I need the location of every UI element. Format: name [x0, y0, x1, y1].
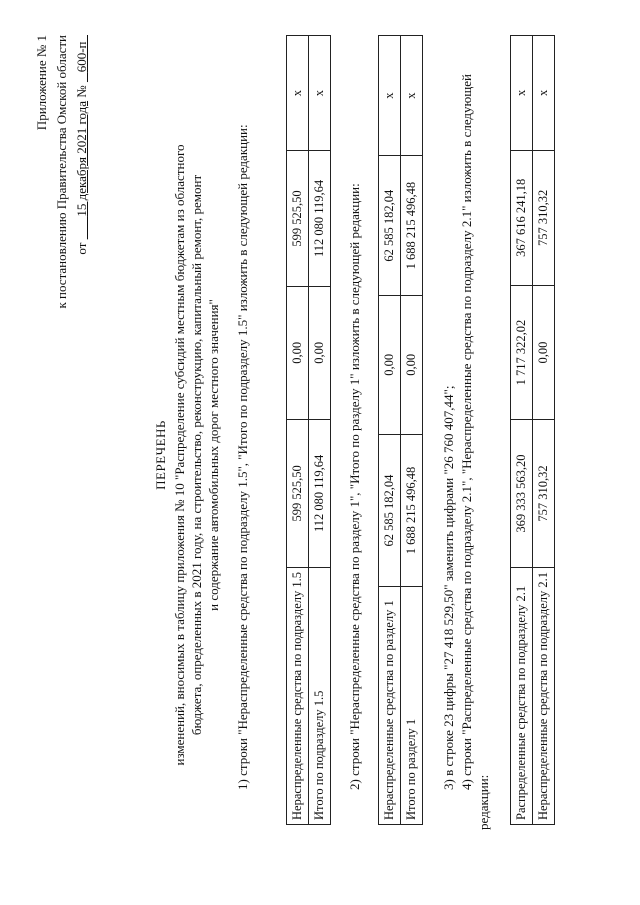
title-line-3: и содержание автомобильных дорог местного значения" [206, 299, 221, 611]
appendix-date-line [72, 35, 92, 365]
table-cell: 369 333 563,20 [511, 420, 533, 568]
item-1-text: 1) строки "Нераспределенные средства по подразделу 1.5", "Итого по подразделу 1.5" изложить в следующей редакции: [235, 124, 250, 790]
table-cell: 0,00 [309, 286, 331, 419]
table-section-1 [378, 35, 423, 825]
table-cell: 757 310,32 [533, 150, 555, 285]
title-heading: ПЕРЕЧЕНЬ [153, 420, 168, 490]
document-title [152, 65, 222, 845]
table-cell: x [511, 36, 533, 151]
number-label: № [74, 85, 89, 98]
table-cell: x [401, 36, 423, 156]
table-cell: Нераспределенные средства по разделу 1 [379, 587, 401, 825]
title-line-2: бюджета, определенных в 2021 году, на строительство, реконструкцию, капитальный ремонт, ремонт [189, 174, 204, 736]
table-cell: 757 310,32 [533, 420, 555, 568]
table-cell: 0,00 [401, 295, 423, 434]
appendix-number: Приложение № 1 [34, 35, 49, 131]
table-cell: 62 585 182,04 [379, 156, 401, 296]
appendix-header [32, 35, 92, 365]
decree-date: 15 декабря 2021 года [74, 100, 89, 217]
table-cell: x [379, 36, 401, 156]
table-cell: x [287, 36, 309, 151]
table-cell: 0,00 [287, 286, 309, 419]
title-line-1: изменений, вносимых в таблицу приложения № 10 "Распределение субсидий местным бюджетам из областного [172, 144, 187, 766]
from-label: от [74, 242, 89, 255]
item-4-text: 4) строки "Распределенные средства по подразделу 2.1", "Нераспределенные средства по подразделу 2.1" изложить в следующей редакции: [459, 74, 491, 830]
table-cell: 112 080 119,64 [309, 151, 331, 287]
item-3-text: 3) в строке 23 цифры "27 418 529,50" заменить цифрами "26 760 407,44"; [441, 385, 456, 790]
table-cell: 1 688 215 496,48 [401, 156, 423, 296]
table-cell: 367 616 241,18 [511, 150, 533, 285]
table-cell: x [309, 36, 331, 151]
table-row [401, 36, 423, 825]
table-row [309, 36, 331, 825]
table-cell: Нераспределенные средства по подразделу 2.1 [533, 567, 555, 824]
table-cell: 599 525,50 [287, 419, 309, 567]
table-row [287, 36, 309, 825]
table-row [533, 36, 555, 825]
appendix-decree-ref: к постановлению Правительства Омской области [54, 35, 69, 309]
table-subsection-1-5 [286, 35, 331, 825]
table-cell: 1 688 215 496,48 [401, 434, 423, 587]
table-subsection-2-1 [510, 35, 555, 825]
table-cell: Нераспределенные средства по подразделу 1.5 [287, 567, 309, 824]
table-cell: Распределенные средства по подразделу 2.1 [511, 567, 533, 824]
table-cell: 599 525,50 [287, 151, 309, 287]
table-cell: Итого по подразделу 1.5 [309, 567, 331, 824]
table-cell: 1 717 322,02 [511, 286, 533, 420]
table-cell: 0,00 [533, 286, 555, 420]
table-cell: x [533, 36, 555, 151]
table-cell: Итого по разделу 1 [401, 587, 423, 825]
table-cell: 112 080 119,64 [309, 419, 331, 567]
table-row [511, 36, 533, 825]
item-2-text: 2) строки "Нераспределенные средства по разделу 1", "Итого по разделу 1" изложить в следующей редакции: [347, 183, 362, 790]
decree-number: 600-п [74, 41, 89, 73]
table-cell: 62 585 182,04 [379, 434, 401, 587]
table-cell: 0,00 [379, 295, 401, 434]
table-row [379, 36, 401, 825]
